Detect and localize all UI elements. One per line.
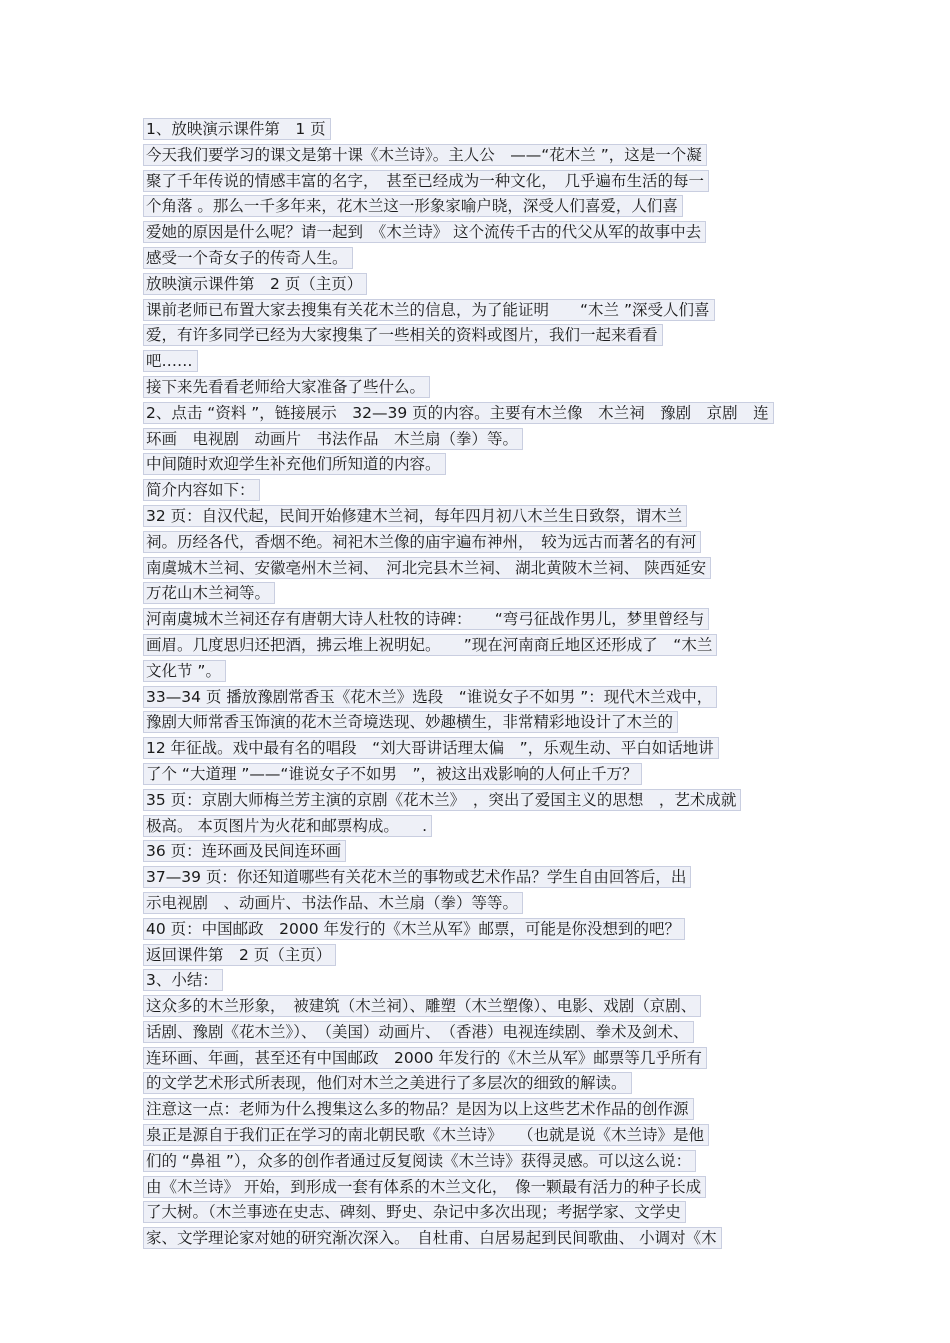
- text-line-content: 极高。 本页图片为火花和邮票构成。 .: [143, 815, 432, 837]
- text-line: [143, 1047, 808, 1069]
- text-line-content: 了大树。（木兰事迹在史志、碑刻、野史、杂记中多次出现；考据学家、文学史: [143, 1201, 686, 1223]
- text-line: [143, 118, 808, 140]
- text-line-content: 简介内容如下：: [143, 479, 260, 501]
- text-line-content: 爱她的原因是什么呢？请一起到 《木兰诗》 这个流传千古的代父从军的故事中去: [143, 221, 706, 243]
- text-line-content: 们的 “鼻祖 ”），众多的创作者通过反复阅读《木兰诗》获得灵感。可以这么说：: [143, 1150, 696, 1172]
- text-line-content: 返回课件第 2 页（主页）: [143, 944, 336, 966]
- text-line: [143, 402, 808, 424]
- text-line-content: 1、放映演示课件第 1 页: [143, 118, 331, 140]
- text-line-content: 聚了千年传说的情感丰富的名字， 甚至已经成为一种文化， 几乎遍布生活的每一: [143, 170, 709, 192]
- text-line-content: 今天我们要学习的课文是第十课《木兰诗》。主人公 ——“花木兰 ”，这是一个凝: [143, 144, 707, 166]
- text-line-content: 感受一个奇女子的传奇人生。: [143, 247, 353, 269]
- document-body: [143, 118, 808, 1253]
- text-line-content: 示电视剧 、动画片、书法作品、木兰扇（拳）等等。: [143, 892, 523, 914]
- text-line-content: 由《木兰诗》 开始，到形成一套有体系的木兰文化， 像一颗最有活力的种子长成: [143, 1176, 706, 1198]
- text-line: [143, 789, 808, 811]
- text-line-content: 万花山木兰祠等。: [143, 582, 275, 604]
- text-line: [143, 428, 808, 450]
- text-line-content: 环画 电视剧 动画片 书法作品 木兰扇（拳）等。: [143, 428, 523, 450]
- text-line: [143, 815, 808, 837]
- text-line: [143, 557, 808, 579]
- text-line: [143, 892, 808, 914]
- text-line-content: 36 页：连环画及民间连环画: [143, 840, 346, 862]
- text-line: [143, 608, 808, 630]
- text-line-content: 连环画、年画，甚至还有中国邮政 2000 年发行的《木兰从军》邮票等几乎所有: [143, 1047, 707, 1069]
- text-line: [143, 273, 808, 295]
- text-line-content: 吧……: [143, 350, 198, 372]
- text-line: [143, 247, 808, 269]
- text-line: [143, 221, 808, 243]
- text-line: [143, 1098, 808, 1120]
- text-line-content: 个角落 。那么一千多年来，花木兰这一形象家喻户晓，深受人们喜爱，人们喜: [143, 195, 683, 217]
- text-line-content: 画眉。几度思归还把酒，拂云堆上祝明妃。 ”现在河南商丘地区还形成了 “木兰: [143, 634, 717, 656]
- text-line: [143, 299, 808, 321]
- text-line: [143, 195, 808, 217]
- text-line: [143, 1072, 808, 1094]
- text-line: [143, 634, 808, 656]
- text-line-content: 河南虞城木兰祠还存有唐朝大诗人杜牧的诗碑： “弯弓征战作男儿，梦里曾经与: [143, 608, 709, 630]
- text-line: [143, 479, 808, 501]
- text-line: [143, 324, 808, 346]
- text-line-content: 祠。历经各代，香烟不绝。祠祀木兰像的庙宇遍布神州， 较为远古而著名的有河: [143, 531, 701, 553]
- text-line-content: 中间随时欢迎学生补充他们所知道的内容。: [143, 453, 446, 475]
- text-line-content: 33—34 页 播放豫剧常香玉《花木兰》选段 “谁说女子不如男 ”：现代木兰戏中，: [143, 686, 717, 708]
- text-line: [143, 350, 808, 372]
- text-line-content: 豫剧大师常香玉饰演的花木兰奇境迭现、妙趣横生，非常精彩地设计了木兰的: [143, 711, 678, 733]
- text-line: [143, 505, 808, 527]
- text-line: [143, 170, 808, 192]
- text-line: [143, 1150, 808, 1172]
- text-line-content: 37—39 页：你还知道哪些有关花木兰的事物或艺术作品？学生自由回答后，出: [143, 866, 691, 888]
- text-line-content: 3、小结：: [143, 969, 223, 991]
- text-line: [143, 1227, 808, 1249]
- text-line-content: 这众多的木兰形象， 被建筑（木兰祠）、雕塑（木兰塑像）、电影、戏剧（京剧、: [143, 995, 701, 1017]
- text-line-content: 接下来先看看老师给大家准备了些什么。: [143, 376, 430, 398]
- text-line: [143, 918, 808, 940]
- text-line-content: 32 页：自汉代起，民间开始修建木兰祠，每年四月初八木兰生日致祭，谓木兰: [143, 505, 687, 527]
- text-line: [143, 995, 808, 1017]
- text-line: [143, 763, 808, 785]
- text-line: [143, 711, 808, 733]
- text-line: [143, 737, 808, 759]
- text-line-content: 2、点击 “资料 ”，链接展示 32—39 页的内容。主要有木兰像 木兰祠 豫剧 京剧 连: [143, 402, 774, 424]
- text-line-content: 课前老师已布置大家去搜集有关花木兰的信息，为了能证明 “木兰 ”深受人们喜: [143, 299, 715, 321]
- text-line: [143, 453, 808, 475]
- text-line: [143, 944, 808, 966]
- text-line-content: 35 页：京剧大师梅兰芳主演的京剧《花木兰》 ，突出了爱国主义的思想 ，艺术成就: [143, 789, 741, 811]
- text-line: [143, 376, 808, 398]
- text-line-content: 家、文学理论家对她的研究渐次深入。 自杜甫、白居易起到民间歌曲、 小调对《木: [143, 1227, 722, 1249]
- text-line: [143, 1201, 808, 1223]
- text-line: [143, 1124, 808, 1146]
- text-line: [143, 969, 808, 991]
- text-line: [143, 866, 808, 888]
- text-line: [143, 686, 808, 708]
- text-line: [143, 582, 808, 604]
- text-line: [143, 1021, 808, 1043]
- text-line-content: 爱，有许多同学已经为大家搜集了一些相关的资料或图片，我们一起来看看: [143, 324, 663, 346]
- text-line-content: 的文学艺术形式所表现，他们对木兰之美进行了多层次的细致的解读。: [143, 1072, 632, 1094]
- text-line-content: 注意这一点：老师为什么搜集这么多的物品？是因为以上这些艺术作品的创作源: [143, 1098, 694, 1120]
- text-line-content: 12 年征战。戏中最有名的唱段 “刘大哥讲话理太偏 ”，乐观生动、平白如话地讲: [143, 737, 719, 759]
- text-line: [143, 1176, 808, 1198]
- text-line-content: 泉正是源自于我们正在学习的南北朝民歌《木兰诗》 （也就是说《木兰诗》是他: [143, 1124, 709, 1146]
- text-line-content: 南虞城木兰祠、安徽亳州木兰祠、 河北完县木兰祠、 湖北黄陂木兰祠、 陕西延安: [143, 557, 711, 579]
- text-line-content: 了个 “大道理 ”——“谁说女子不如男 ”，被这出戏影响的人何止千万？: [143, 763, 642, 785]
- text-line-content: 文化节 ”。: [143, 660, 226, 682]
- text-line-content: 放映演示课件第 2 页（主页）: [143, 273, 367, 295]
- text-line-content: 40 页：中国邮政 2000 年发行的《木兰从军》邮票，可能是你没想到的吧？: [143, 918, 685, 940]
- text-line: [143, 840, 808, 862]
- text-line: [143, 531, 808, 553]
- text-line: [143, 660, 808, 682]
- text-line-content: 话剧、豫剧《花木兰》）、 （美国）动画片、 （香港）电视连续剧、拳术及剑术、: [143, 1021, 694, 1043]
- text-line: [143, 144, 808, 166]
